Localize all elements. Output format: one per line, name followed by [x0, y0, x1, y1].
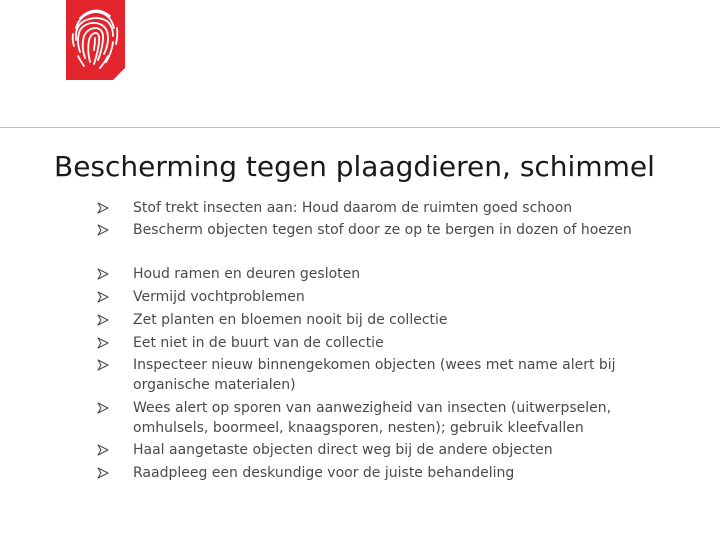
arrowhead-bullet-icon [97, 402, 109, 414]
list-item-text: Inspecteer nieuw binnengekomen objecten (wees met name alert bij organische materialen) [133, 357, 616, 393]
arrowhead-bullet-icon [97, 359, 109, 371]
list-item-text: Raadpleeg een deskundige voor de juiste behandeling [133, 465, 515, 481]
list-item-text: Wees alert op sporen van aanwezigheid van insecten (uitwerpselen, omhulsels, boormeel, knaagsporen, nesten); gebruik kleefvallen [133, 400, 612, 436]
arrowhead-bullet-icon [97, 202, 109, 214]
fingerprint-logo-icon [66, 0, 125, 80]
arrowhead-bullet-icon [97, 314, 109, 326]
list-item-text: Bescherm objecten tegen stof door ze op te bergen in dozen of hoezen [133, 222, 632, 238]
arrowhead-bullet-icon [97, 268, 109, 280]
arrowhead-bullet-icon [97, 444, 109, 456]
list-item-text: Houd ramen en deuren gesloten [133, 266, 361, 282]
list-item-text: Haal aangetaste objecten direct weg bij de andere objecten [133, 442, 553, 458]
arrowhead-bullet-icon [97, 224, 109, 236]
arrowhead-bullet-icon [97, 467, 109, 479]
arrowhead-bullet-icon [97, 337, 109, 349]
list-item-text: Vermijd vochtproblemen [133, 289, 305, 305]
list-item-text: Stof trekt insecten aan: Houd daarom de ruimten goed schoon [133, 200, 573, 216]
list-item-text: Zet planten en bloemen nooit bij de collectie [133, 312, 448, 328]
header-divider [0, 127, 720, 128]
slide-title: Bescherming tegen plaagdieren, schimmel [54, 150, 655, 183]
list-item-text: Eet niet in de buurt van de collectie [133, 335, 384, 351]
arrowhead-bullet-icon [97, 291, 109, 303]
